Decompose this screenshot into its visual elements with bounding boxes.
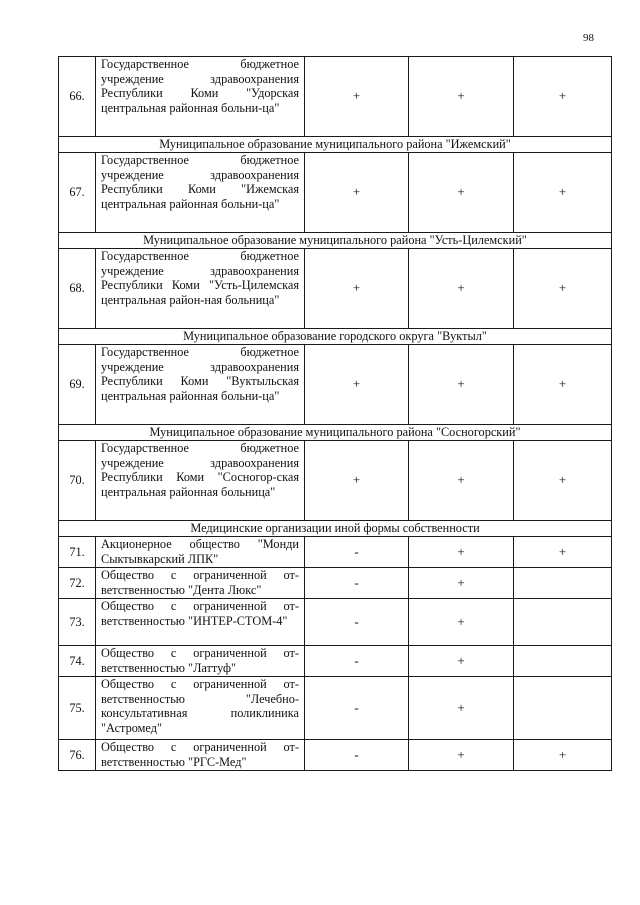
mark-column-1: - [305,537,409,568]
mark-column-2: + [409,537,514,568]
mark-column-3 [514,599,612,646]
organization-name: Государственное бюджетное учреждение здравоохранения Республики Коми "Сосногор-ская центральная районная больница" [96,441,305,521]
table-row [59,441,612,521]
mark-column-1: + [305,153,409,233]
mark-column-3: + [514,537,612,568]
mark-column-1: - [305,646,409,677]
organization-name: Общество с ограниченной от-ветственностью "РГС-Мед" [96,740,305,771]
mark-column-2: + [409,441,514,521]
page-number: 98 [583,32,594,44]
organization-name: Государственное бюджетное учреждение здравоохранения Республики Коми "Усть-Цилемская центральная район-ная больница" [96,249,305,329]
organization-name: Государственное бюджетное учреждение здравоохранения Республики Коми "Вуктыльская центральная районная больни-ца" [96,345,305,425]
mark-column-1: - [305,740,409,771]
mark-column-3: + [514,740,612,771]
mark-column-3 [514,568,612,599]
mark-column-1: - [305,599,409,646]
organization-name: Государственное бюджетное учреждение здравоохранения Республики Коми "Ижемская центральная районная больни-ца" [96,153,305,233]
mark-column-2: + [409,740,514,771]
row-number: 74. [59,646,96,677]
mark-column-2: + [409,677,514,740]
organization-name: Общество с ограниченной от-ветственностью "Лечебно-консультативная поликлиника "Астромед" [96,677,305,740]
row-number: 69. [59,345,96,425]
table-row [59,249,612,329]
mark-column-3: + [514,249,612,329]
mark-column-1: - [305,568,409,599]
section-title: Муниципальное образование муниципального района "Ижемский" [59,137,612,153]
table-row [59,537,612,568]
mark-column-1: + [305,249,409,329]
mark-column-2: + [409,345,514,425]
table-row [59,153,612,233]
row-number: 75. [59,677,96,740]
table-row [59,568,612,599]
organization-name: Государственное бюджетное учреждение здравоохранения Республики Коми "Удорская центральная районная больни-ца" [96,57,305,137]
mark-column-2: + [409,646,514,677]
mark-column-2: + [409,599,514,646]
section-title: Муниципальное образование городского округа "Вуктыл" [59,329,612,345]
mark-column-3 [514,677,612,740]
row-number: 73. [59,599,96,646]
mark-column-3: + [514,441,612,521]
section-row [59,521,612,537]
table-row [59,345,612,425]
section-row [59,425,612,441]
section-title: Медицинские организации иной формы собственности [59,521,612,537]
mark-column-1: + [305,57,409,137]
section-row [59,233,612,249]
mark-column-2: + [409,249,514,329]
mark-column-2: + [409,568,514,599]
mark-column-1: + [305,441,409,521]
row-number: 72. [59,568,96,599]
mark-column-3: + [514,153,612,233]
row-number: 70. [59,441,96,521]
table-row [59,57,612,137]
row-number: 76. [59,740,96,771]
section-row [59,329,612,345]
row-number: 67. [59,153,96,233]
row-number: 68. [59,249,96,329]
table-row [59,599,612,646]
mark-column-3: + [514,345,612,425]
table-row [59,646,612,677]
row-number: 66. [59,57,96,137]
organization-name: Общество с ограниченной от-ветственностью "Латтуф" [96,646,305,677]
section-row [59,137,612,153]
organization-name: Общество с ограниченной от-ветственностью "ИНТЕР-СТОМ-4" [96,599,305,646]
mark-column-2: + [409,153,514,233]
table-row [59,740,612,771]
organization-name: Общество с ограниченной от-ветственностью "Дента Люкс" [96,568,305,599]
table-row [59,677,612,740]
mark-column-3 [514,646,612,677]
row-number: 71. [59,537,96,568]
section-title: Муниципальное образование муниципального района "Сосногорский" [59,425,612,441]
organization-name: Акционерное общество "Монди Сыктывкарский ЛПК" [96,537,305,568]
section-title: Муниципальное образование муниципального района "Усть-Цилемский" [59,233,612,249]
organizations-table [58,56,612,771]
mark-column-3: + [514,57,612,137]
mark-column-1: - [305,677,409,740]
mark-column-1: + [305,345,409,425]
mark-column-2: + [409,57,514,137]
